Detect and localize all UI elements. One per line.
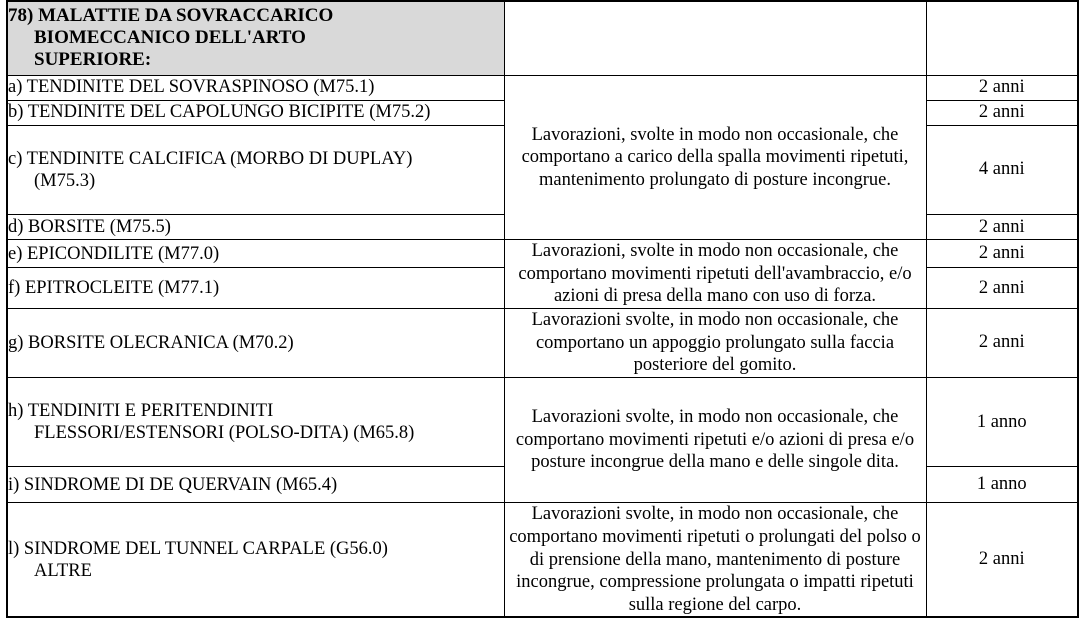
disease-text-line-2: ALTRE <box>34 560 92 581</box>
header-period-cell <box>926 1 1078 75</box>
work-description-cell-shoulder: Lavorazioni, svolte in modo non occasionale, che comportano a carico della spalla movimenti ripetuti, mantenimento prolungato di posture incongrue. <box>504 75 926 240</box>
disease-text-line-2: FLESSORI/ESTENSORI (POLSO-DITA) (M65.8) <box>34 423 415 443</box>
table-row <box>7 503 1078 617</box>
work-description-cell-hand: Lavorazioni svolte, in modo non occasionale, che comportano movimenti ripetuti e/o azioni di presa e/o posture incongrue della mano e delle singole dita. <box>504 377 926 503</box>
table-row <box>7 240 1078 268</box>
disease-text-line-1: c) TENDINITE CALCIFICA (MORBO DI DUPLAY) <box>8 148 413 169</box>
period-cell: 2 anni <box>926 100 1078 125</box>
period-cell: 1 anno <box>926 467 1078 503</box>
table-row <box>7 377 1078 467</box>
table-row <box>7 308 1078 377</box>
period-cell: 2 anni <box>926 75 1078 100</box>
section-title-line-2: BIOMECCANICO DELL'ARTO <box>34 27 306 49</box>
work-description-cell-carpal: Lavorazioni svolte, in modo non occasionale, che comportano movimenti ripetuti o prolungati del polso o di prensione della mano, mantenimento di posture incongrue, compressione prolungata o impatti ripetuti sulla regione del carpo. <box>504 503 926 617</box>
work-description-cell-elbow: Lavorazioni svolte, in modo non occasionale, che comportano un appoggio prolungato sulla faccia posteriore del gomito. <box>504 308 926 377</box>
section-title-line-1: 78) MALATTIE DA SOVRACCARICO <box>8 5 334 27</box>
table-row-header <box>7 1 1078 75</box>
period-cell: 2 anni <box>926 503 1078 617</box>
disease-cell: a) TENDINITE DEL SOVRASPINOSO (M75.1) <box>7 75 504 100</box>
section-title-cell <box>7 1 504 75</box>
disease-cell: f) EPITROCLEITE (M77.1) <box>7 268 504 309</box>
table-row <box>7 75 1078 100</box>
disease-cell: b) TENDINITE DEL CAPOLUNGO BICIPITE (M75.2) <box>7 100 504 125</box>
period-cell: 2 anni <box>926 308 1078 377</box>
disease-cell: g) BORSITE OLECRANICA (M70.2) <box>7 308 504 377</box>
disease-cell: i) SINDROME DI DE QUERVAIN (M65.4) <box>7 467 504 503</box>
disease-cell <box>7 503 504 617</box>
disease-cell <box>7 125 504 215</box>
period-cell: 2 anni <box>926 240 1078 268</box>
disease-text-line-2: (M75.3) <box>34 170 96 191</box>
disease-cell <box>7 377 504 467</box>
disease-text-line-1: l) SINDROME DEL TUNNEL CARPALE (G56.0) <box>8 538 388 559</box>
disease-text-line-1: h) TENDINITI E PERITENDINITI <box>8 400 274 421</box>
header-work-cell <box>504 1 926 75</box>
occupational-disease-table <box>6 0 1079 618</box>
disease-cell: d) BORSITE (M75.5) <box>7 215 504 240</box>
work-description-cell-forearm: Lavorazioni, svolte in modo non occasionale, che comportano movimenti ripetuti dell'avambraccio, e/o azioni di presa della mano con uso di forza. <box>504 240 926 309</box>
period-cell: 2 anni <box>926 268 1078 309</box>
period-cell: 4 anni <box>926 125 1078 215</box>
section-title-line-3: SUPERIORE: <box>34 49 152 71</box>
period-cell: 2 anni <box>926 215 1078 240</box>
period-cell: 1 anno <box>926 377 1078 467</box>
disease-cell: e) EPICONDILITE (M77.0) <box>7 240 504 268</box>
